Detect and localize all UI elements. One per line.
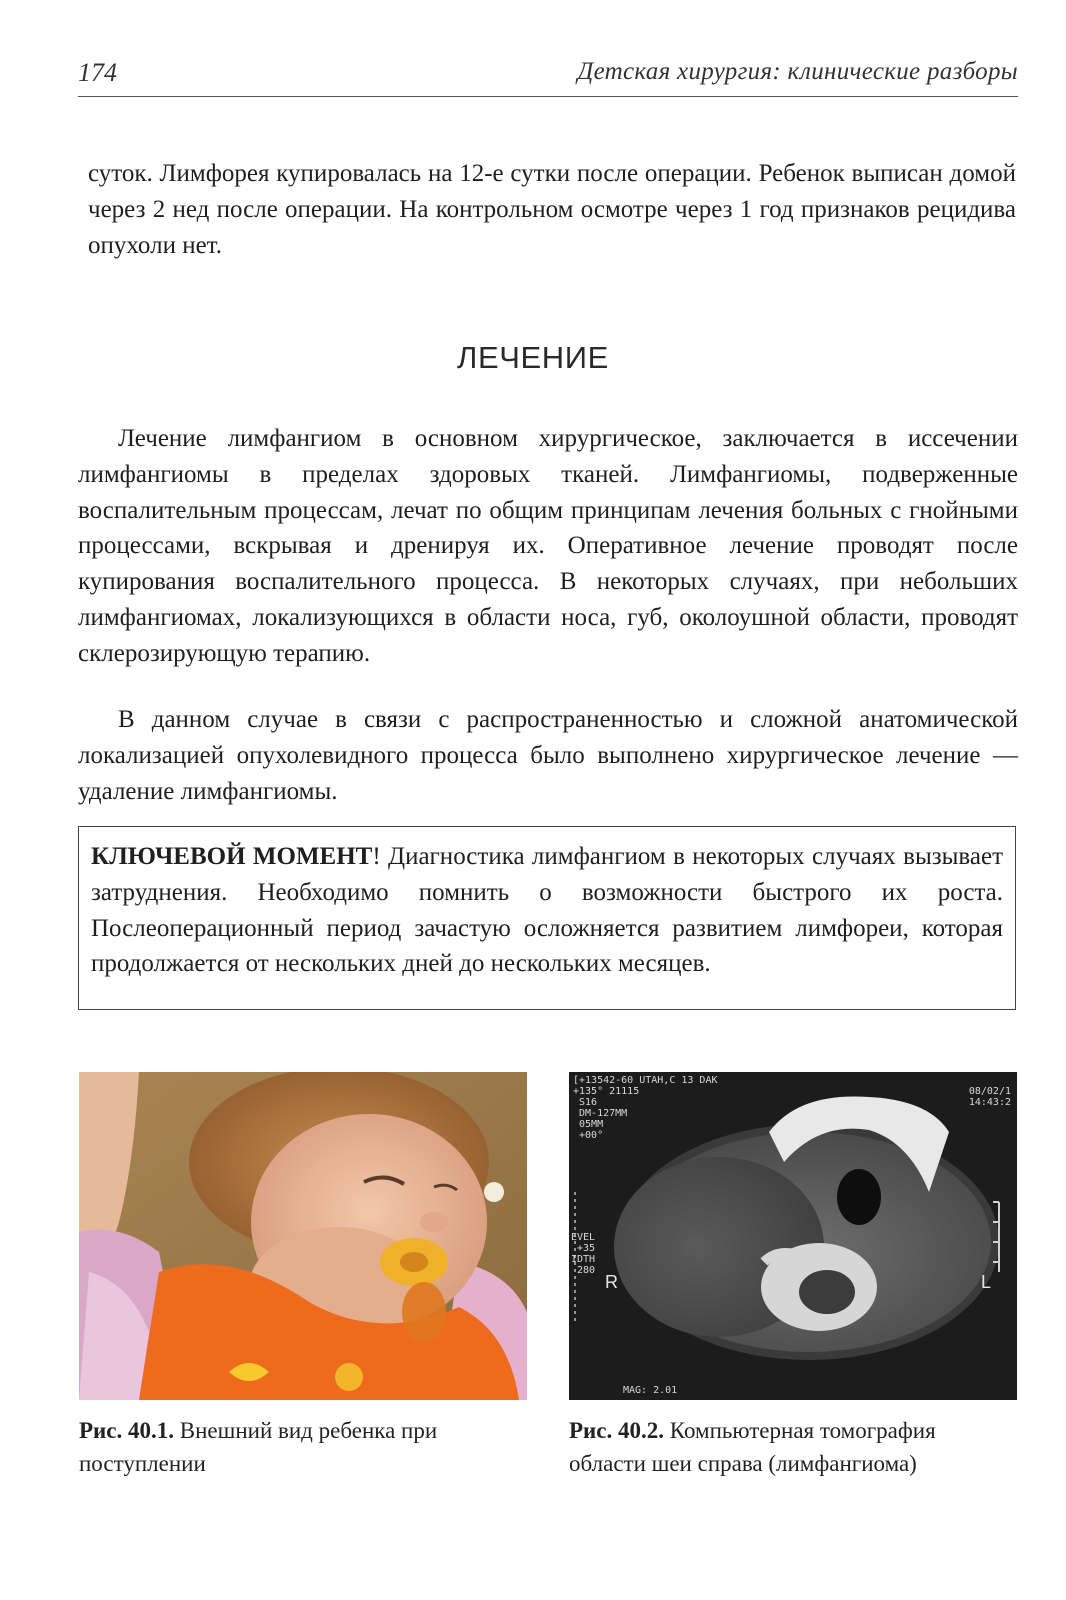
section-heading: ЛЕЧЕНИЕ (457, 340, 609, 375)
figure-caption-text: Внешний вид ребенка при поступлении (79, 1418, 438, 1476)
figure-label: Рис. 40.2. (569, 1418, 665, 1443)
ct-left-marker: L (980, 1272, 991, 1292)
ct-overlay-mag: MAG: 2.01 (623, 1385, 678, 1396)
figure-40-2 (569, 1072, 1017, 1480)
key-point-label: КЛЮЧЕВОЙ МОМЕНТ (91, 843, 373, 870)
ct-right-marker: R (605, 1272, 618, 1292)
key-point-text (91, 839, 1003, 982)
body-paragraph: Лечение лимфангиом в основном хирургическое, заключается в иссечении лимфангиомы в пределах здоровых тканей. Лимфангиомы, подверженные воспалительным процессам, лечат по общим принципам лечения больных с гнойными процессами, вскрывая и дренируя их. Оперативное лечение проводят после купирования воспалительного процесса. В некоторых случаях, при небольших лимфангиомах, локализующихся в области носа, губ, околоушной области, проводят склерозирующую терапию. (78, 425, 1018, 667)
ct-overlay-window: EVEL +35 IDTH 280 (571, 1232, 596, 1276)
figure-caption (79, 1414, 527, 1480)
key-point-body: Диагностика лимфангиом в некоторых случаях вызывает затруднения. Необходимо помнить о возможности быстрого их роста. Послеоперационный период зачастую осложняется развитием лимфореи, которая продолжается от нескольких дней до нескольких месяцев. (91, 843, 1003, 978)
body-paragraph: В данном случае в связи с распространенностью и сложной анатомической локализацией опухолевидного процесса было выполнено хирургическое лечение — удаление лимфангиомы. (78, 706, 1018, 805)
figure-caption (569, 1414, 1017, 1480)
running-title: Детская хирургия: клинические разборы (577, 58, 1018, 85)
figure-40-1 (79, 1072, 527, 1480)
key-point-box (78, 826, 1016, 1010)
page-number: 174 (78, 58, 117, 87)
figure-caption-text: Компьютерная томография области шеи справа (лимфангиома) (569, 1418, 936, 1476)
key-point-exclamation: ! (372, 843, 381, 870)
carryover-paragraph: суток. Лимфорея купировалась на 12-е сутки после операции. Ребенок выписан домой через 2 нед после операции. На контрольном осмотре через 1 год признаков рецидива опухоли нет. (88, 160, 1016, 259)
ct-overlay-info: [+13542-60 UTAH,C 13 DAK +135° 21115 S16 DM-127MM 05MM +00° (573, 1075, 718, 1141)
figure-label: Рис. 40.1. (79, 1418, 175, 1443)
child-photo (79, 1072, 527, 1400)
running-header (78, 52, 1018, 97)
ct-overlay-date: 08/02/1 14:43:2 (968, 1086, 1011, 1108)
ct-scan-image (569, 1072, 1017, 1400)
